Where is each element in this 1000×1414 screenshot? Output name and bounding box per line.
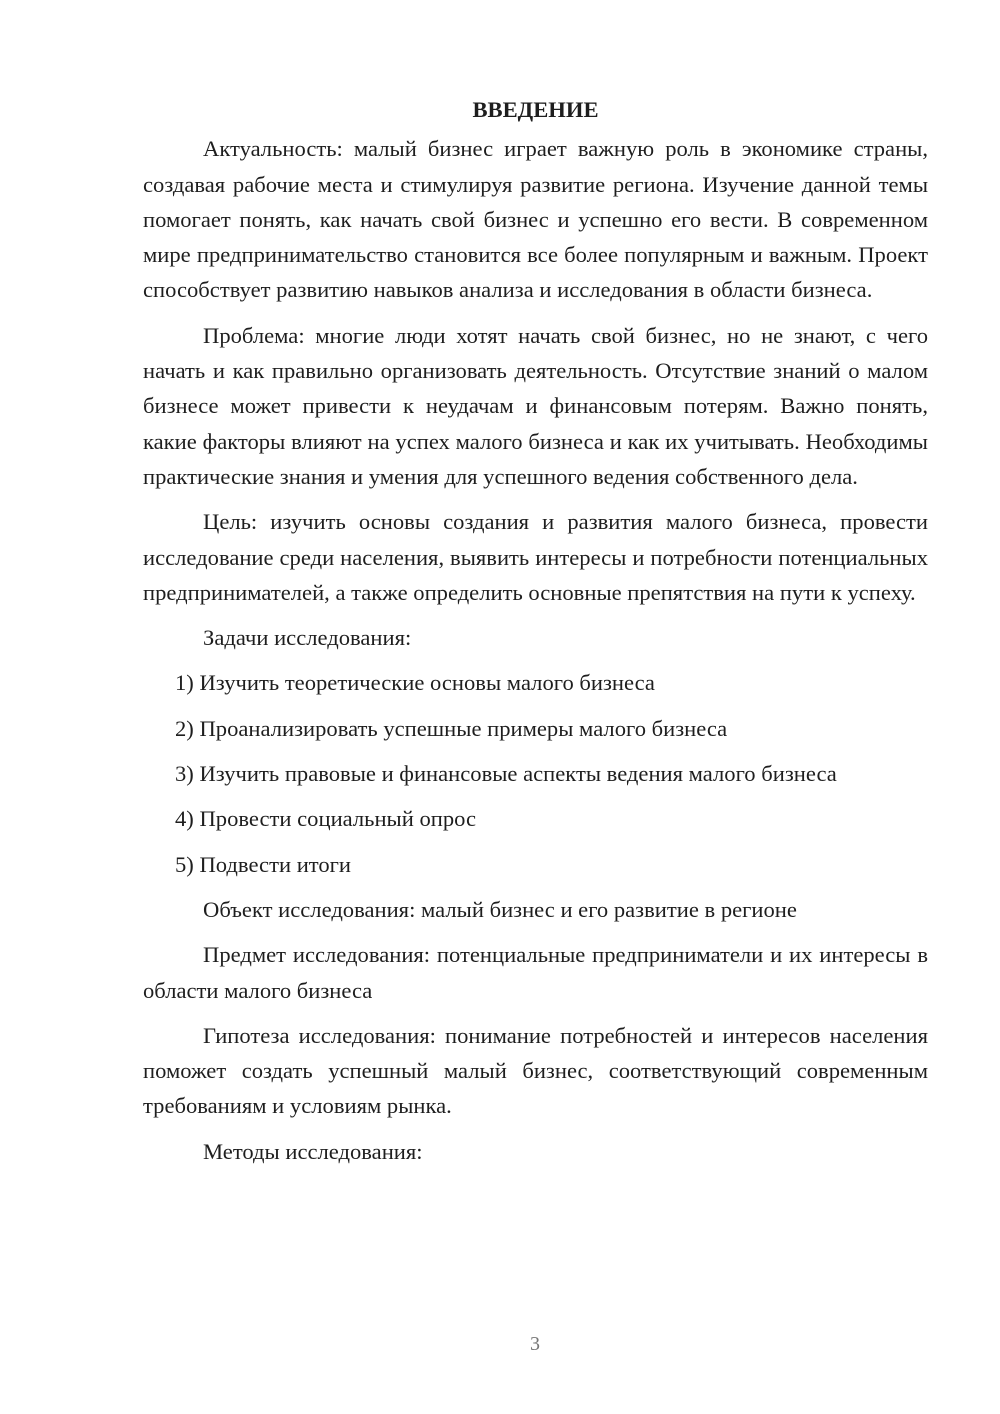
research-object: Объект исследования: малый бизнес и его развитие в регионе bbox=[203, 896, 797, 922]
list-item: 5) Подвести итоги bbox=[175, 851, 352, 877]
methods-heading: Методы исследования: bbox=[203, 1138, 423, 1164]
list-item: 1) Изучить теоретические основы малого бизнеса bbox=[175, 670, 655, 696]
research-subject: Предмет исследования: потенциальные предприниматели и их интересы в области малого бизнеса bbox=[143, 942, 928, 1003]
page-number: 3 bbox=[530, 1333, 540, 1355]
paragraph-goal: Цель: изучить основы создания и развития малого бизнеса, провести исследование среди населения, выявить интересы и потребности потенциальных предпринимателей, а также определить основные препятствия на пути к успеху. bbox=[143, 509, 928, 605]
page-content bbox=[143, 92, 928, 1179]
paragraph-problem: Проблема: многие люди хотят начать свой бизнес, но не знают, с чего начать и как правильно организовать деятельность. Отсутствие знаний о малом бизнесе может привести к неудачам и финансовым потерям. Важно понять, какие факторы влияют на успех малого бизнеса и как их учитывать. Необходимы практические знания и умения для успешного ведения собственного дела. bbox=[143, 322, 928, 489]
list-item: 3) Изучить правовые и финансовые аспекты ведения малого бизнеса bbox=[175, 761, 837, 787]
tasks-heading: Задачи исследования: bbox=[203, 625, 412, 651]
tasks-list bbox=[143, 665, 928, 881]
list-item: 2) Проанализировать успешные примеры малого бизнеса bbox=[175, 715, 728, 741]
list-item: 4) Провести социальный опрос bbox=[175, 806, 477, 832]
research-hypothesis: Гипотеза исследования: понимание потребностей и интересов населения поможет создать успешный малый бизнес, соответствующий современным требованиям и условиям рынка. bbox=[143, 1022, 928, 1119]
paragraph-relevance: Актуальность: малый бизнес играет важную роль в экономике страны, создавая рабочие места и стимулируя развитие региона. Изучение данной темы помогает понять, как начать свой бизнес и успешно его вести. В современном мире предпринимательство становится все более популярным и важным. Проект способствует развитию навыков анализа и исследования в области бизнеса. bbox=[143, 136, 928, 303]
page-title: ВВЕДЕНИЕ bbox=[472, 97, 599, 122]
